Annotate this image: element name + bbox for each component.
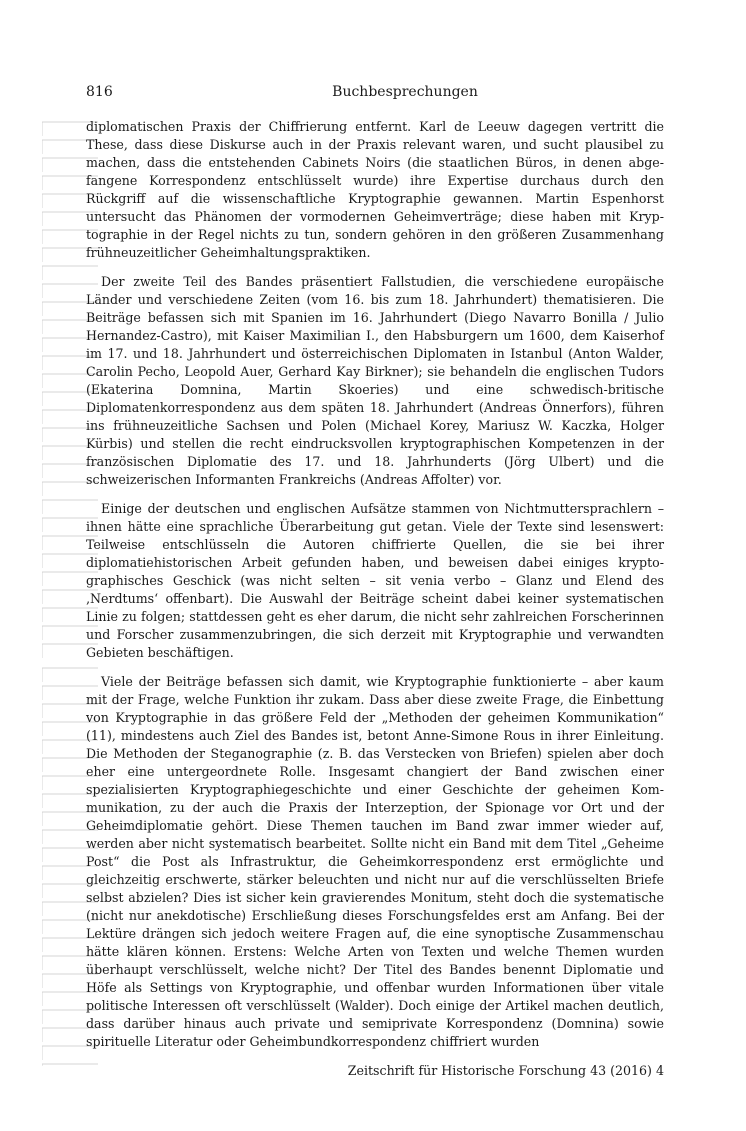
review-body bbox=[86, 118, 664, 1062]
paragraph-2: Der zweite Teil des Bandes präsentiert Fallstudien, die verschiedene europäische Länder und verschiedene Zeiten (vom 16. bis zum 18. Jahrhundert) thematisieren. Die Beiträge befassen sich mit Spanien im 16. Jahrhundert (Diego Navarro Bonilla / Julio Hernandez-Castro), mit Kaiser Maximilian I., den Habsburgern um 1600, dem Kaiserhof im 17. und 18. Jahrhundert und österreichischen Diplomaten in Istanbul (Anton Walder, Carolin Pecho, Leopold Auer, Gerhard Kay Birkner); sie behandeln die englischen Tudors (Ekaterina Domnina, Martin Skoeries) und eine schwedisch-britische Diplomatenkorrespondenz aus dem späten 18. Jahrhundert (Andreas Önnerfors), führen ins frühneuzeitliche Sachsen und Polen (Michael Korey, Mariusz W. Kaczka, Holger Kürbis) und stellen die recht eindrucksvollen kryptographischen Kompetenzen in der französischen Diplomatie des 17. und 18. Jahrhunderts (Jörg Ulbert) und die schweizerischen Informanten Frankreichs (Andreas Affolter) vor. bbox=[86, 274, 664, 487]
page-header bbox=[86, 82, 664, 102]
paragraph-1: diplomatischen Praxis der Chiffrierung entfernt. Karl de Leeuw dagegen vertritt die These, dass diese Diskurse auch in der Praxis relevant waren, und sucht plausibel zu machen, dass die entstehenden Cabinets Noirs (die staatlichen Büros, in denen abgefangene Korrespondenz entschlüsselt wurde) ihre Expertise durchaus durch den Rückgriff auf die wissenschaftliche Kryptographie gewannen. Martin Espenhorst untersucht das Phänomen der vormodernen Geheimverträge; diese haben mit Kryptographie in der Regel nichts zu tun, sondern gehören in den größeren Zusammenhang frühneuzeitlicher Geheimhaltungspraktiken. bbox=[86, 119, 664, 260]
page-number: 816 bbox=[86, 84, 113, 100]
page-footer: Zeitschrift für Historische Forschung 43 (2016) 4 bbox=[347, 1063, 664, 1078]
running-head: Buchbesprechungen bbox=[332, 84, 478, 100]
paragraph-4: Viele der Beiträge befassen sich damit, wie Kryptographie funktionierte – aber kaum mit der Frage, welche Funktion ihr zukam. Dass aber diese zweite Frage, die Einbettung von Kryptographie in das größere Feld der „Methoden der geheimen Kommunikation“ (11), mindestens auch Ziel des Bandes ist, betont Anne-Simone Rous in ihrer Einleitung. Die Methoden der Steganographie (z. B. das Verstecken von Briefen) spielen aber doch eher eine untergeordnete Rolle. Insgesamt changiert der Band zwischen einer spezialisierten Kryptographiegeschichte und einer Geschichte der geheimen Kommunikation, zu der auch die Praxis der Interzeption, der Spionage vor Ort und der Geheimdiplomatie gehört. Diese Themen tauchen im Band zwar immer wieder auf, werden aber nicht systematisch bearbeitet. Sollte nicht ein Band mit dem Titel „Geheime Post“ die Post als Infrastruktur, die Geheimkorrespondenz erst ermöglichte und gleichzeitig erschwerte, stärker beleuchten und nicht nur auf die verschlüsselten Briefe selbst abzielen? Dies ist sicher kein gravierendes Monitum, steht doch die systematische (nicht nur anekdotische) Erschließung dieses Forschungsfeldes erst am Anfang. Bei der Lektüre drängen sich jedoch weitere Fragen auf, die eine synoptische Zusammenschau hätte klären können. Erstens: Welche Arten von Texten und welche Themen wurden überhaupt verschlüsselt, welche nicht? Der Titel des Bandes benennt Diplomatie und Höfe als Settings von Kryptographie, und offenbar wurden Informationen über vitale politische Interessen oft verschlüsselt (Walder). Doch einige der Artikel machen deutlich, dass darüber hinaus auch private und semiprivate Korrespondenz (Domnina) sowie spirituelle Literatur oder Geheimbundkorrespondenz chiffriert wurden bbox=[86, 674, 664, 1049]
paragraph-3: Einige der deutschen und englischen Aufsätze stammen von Nichtmuttersprachlern – ihnen hätte eine sprachliche Überarbeitung gut getan. Viele der Texte sind lesenswert: Teilweise entschlüsseln die Autoren chiffrierte Quellen, die sie bei ihrer diplomatiehistorischen Arbeit gefunden haben, und beweisen dabei einiges kryptographisches Geschick (was nicht selten – sit venia verbo – Glanz und Elend des ‚Nerdtums‘ offenbart). Die Auswahl der Beiträge scheint dabei keiner systematischen Linie zu folgen; stattdessen geht es eher darum, die nicht sehr zahlreichen Forscherinnen und Forscher zusammenzubringen, die sich derzeit mit Kryptographie und verwandten Gebieten beschäftigen. bbox=[86, 501, 664, 660]
